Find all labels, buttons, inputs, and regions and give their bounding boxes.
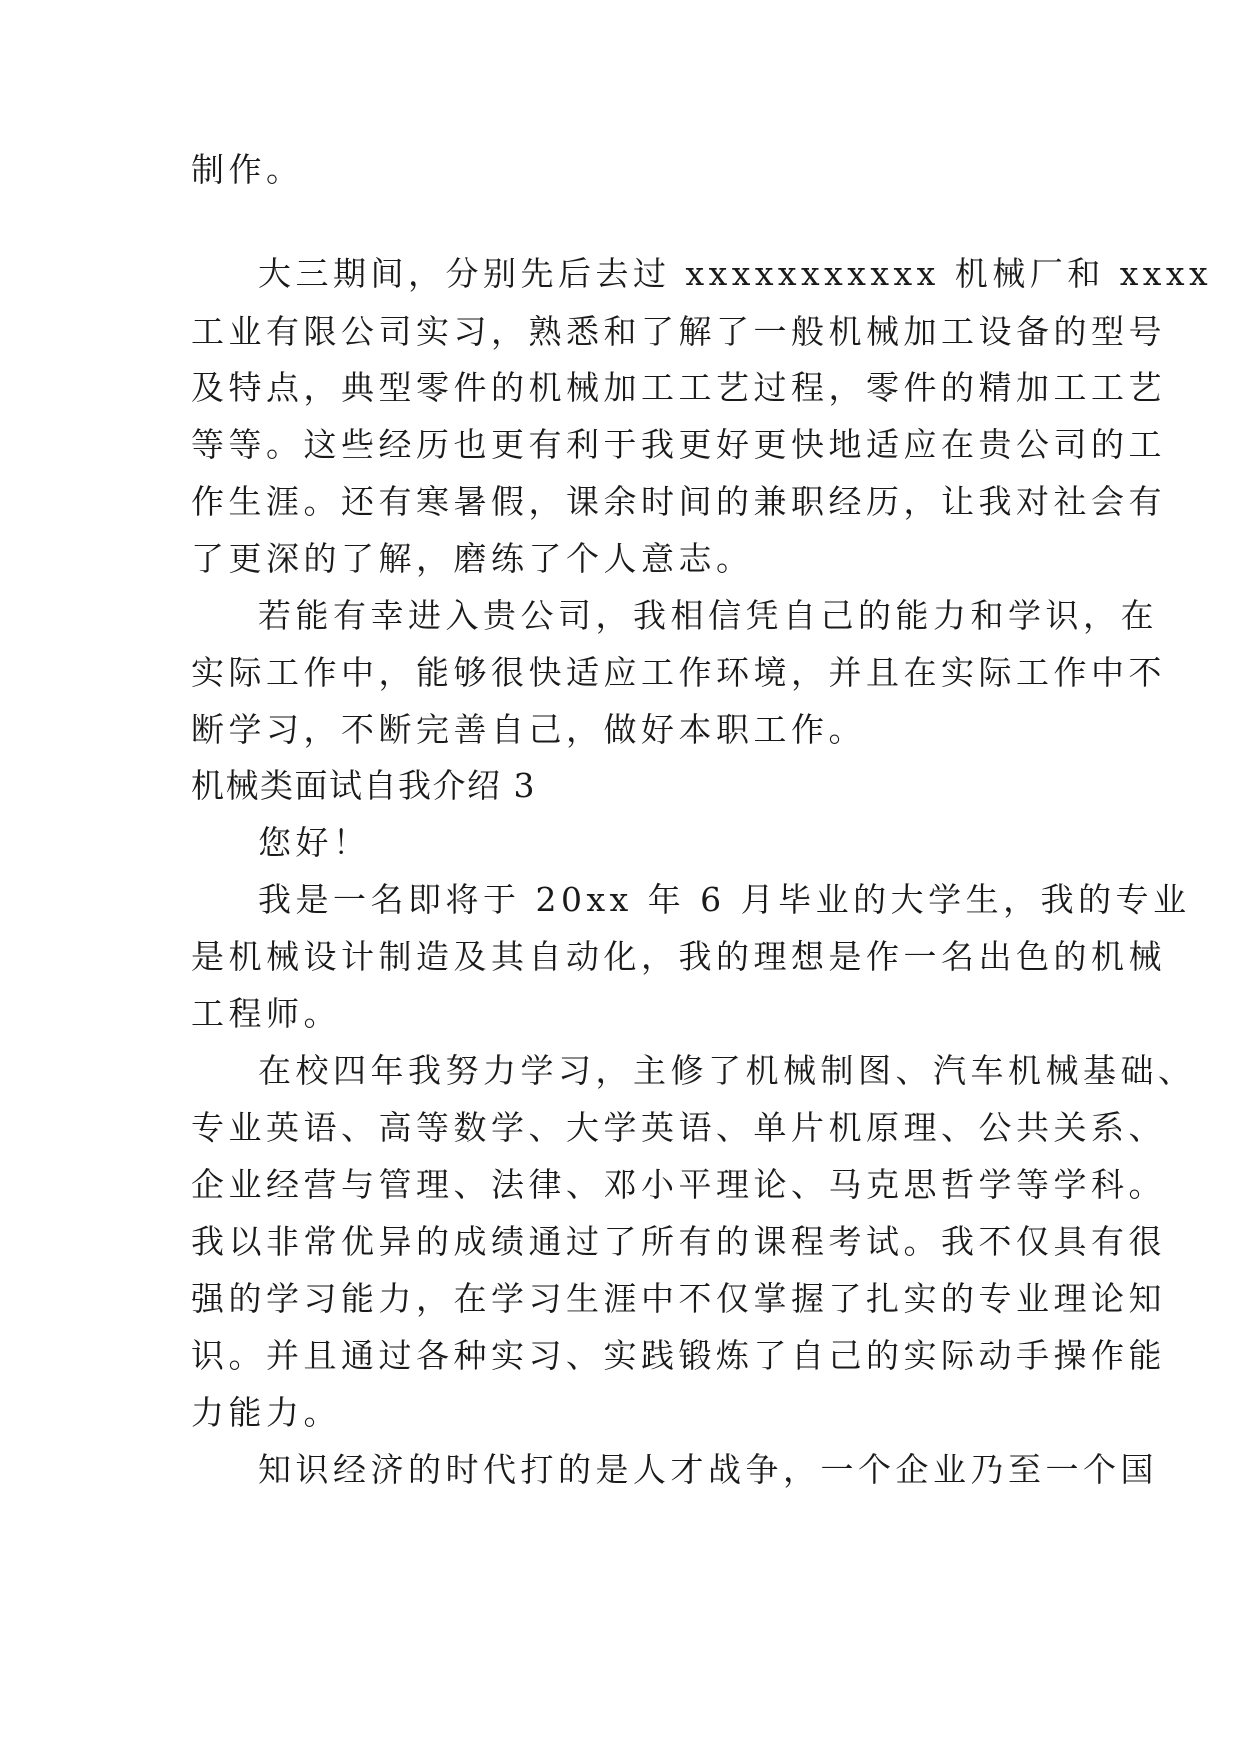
text-line: 制作。 — [191, 150, 304, 189]
text-line: 及特点，典型零件的机械加工工艺过程，零件的精加工工艺 — [191, 368, 1166, 407]
text-line: 我以非常优异的成绩通过了所有的课程考试。我不仅具有很 — [191, 1222, 1166, 1261]
paragraph-start-line: 在校四年我努力学习，主修了机械制图、汽车机械基础、 — [258, 1051, 1196, 1090]
paragraph-start-line: 若能有幸进入贵公司，我相信凭自己的能力和学识，在 — [258, 596, 1158, 635]
text-line: 作生涯。还有寒暑假，课余时间的兼职经历，让我对社会有 — [191, 482, 1166, 521]
text-line: 断学习，不断完善自己，做好本职工作。 — [191, 710, 866, 749]
greeting-line: 您好！ — [258, 823, 371, 862]
text-line: 强的学习能力，在学习生涯中不仅掌握了扎实的专业理论知 — [191, 1279, 1166, 1318]
text-line: 企业经营与管理、法律、邓小平理论、马克思哲学等学科。 — [191, 1165, 1166, 1204]
text-line: 专业英语、高等数学、大学英语、单片机原理、公共关系、 — [191, 1108, 1166, 1147]
paragraph-start-line: 知识经济的时代打的是人才战争，一个企业乃至一个国 — [258, 1450, 1158, 1489]
text-line: 实际工作中，能够很快适应工作环境，并且在实际工作中不 — [191, 653, 1166, 692]
text-line: 工业有限公司实习，熟悉和了解了一般机械加工设备的型号 — [191, 312, 1166, 351]
paragraph-start-line: 大三期间，分别先后去过 xxxxxxxxxxx 机械厂和 xxxx — [258, 254, 1213, 293]
text-line: 力能力。 — [191, 1393, 341, 1432]
paragraph-start-line: 我是一名即将于 20xx 年 6 月毕业的大学生，我的专业 — [258, 880, 1191, 919]
text-line: 工程师。 — [191, 994, 341, 1033]
section-heading: 机械类面试自我介绍 3 — [191, 766, 536, 805]
text-line: 等等。这些经历也更有利于我更好更快地适应在贵公司的工 — [191, 425, 1166, 464]
text-line: 是机械设计制造及其自动化，我的理想是作一名出色的机械 — [191, 937, 1166, 976]
text-line: 了更深的了解，磨练了个人意志。 — [191, 539, 754, 578]
text-line: 识。并且通过各种实习、实践锻炼了自己的实际动手操作能 — [191, 1336, 1166, 1375]
